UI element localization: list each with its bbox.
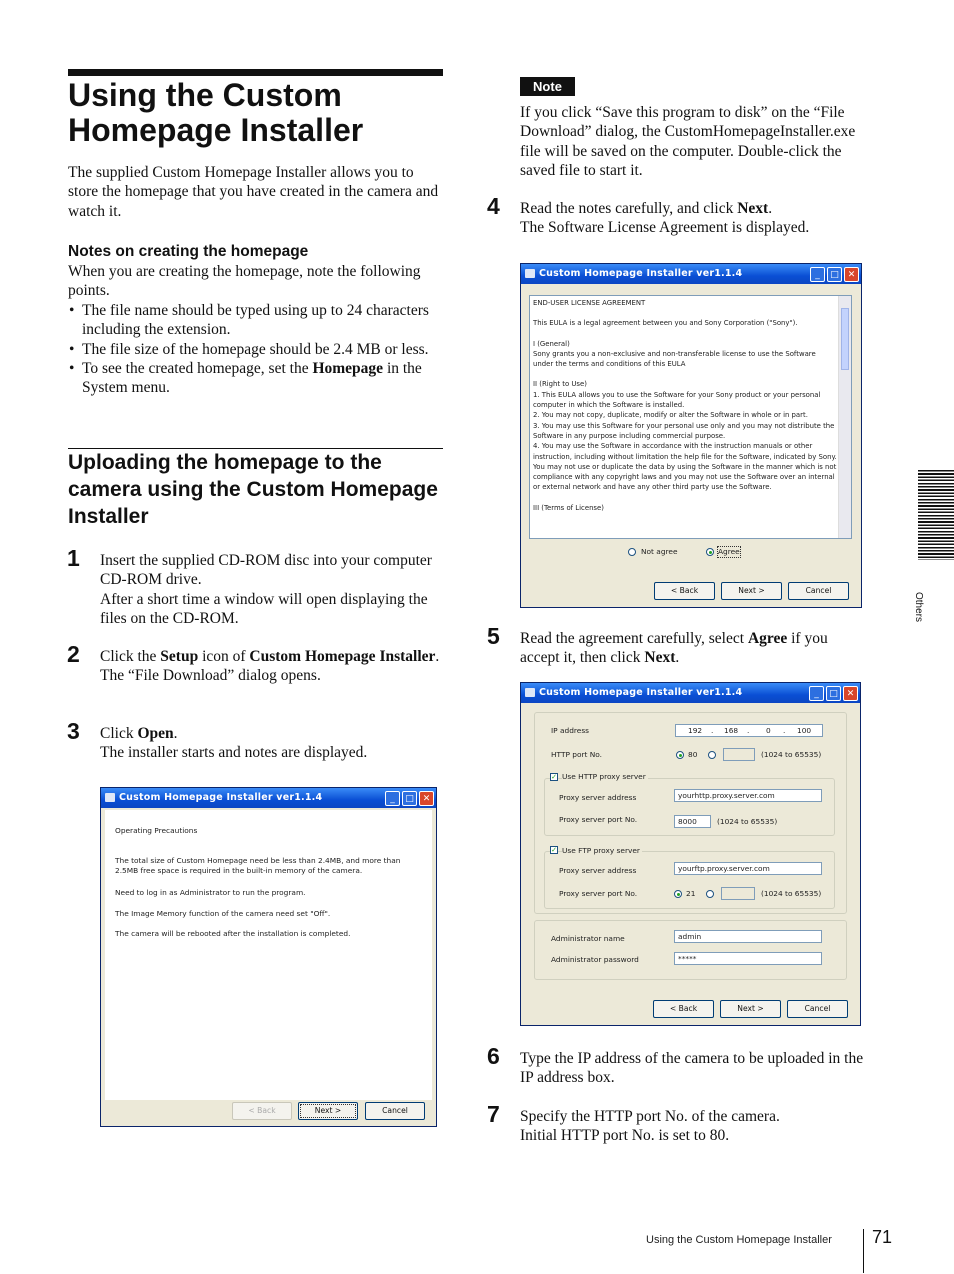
installer-app-icon: [525, 688, 535, 697]
list-item: • To see the created homepage, set the Homepage in the System menu.: [68, 359, 443, 398]
back-button[interactable]: < Back: [654, 582, 715, 600]
admin-name-label: Administrator name: [551, 934, 625, 943]
eula-line: 3. You may use this Software for your personal use only and you may not distribute the Software in any purpose including commercial purpose.: [533, 421, 835, 440]
precautions-heading: Operating Precautions: [115, 826, 198, 835]
notes-list: [68, 301, 443, 397]
use-ftp-proxy-checkbox[interactable]: ✓: [551, 846, 557, 854]
step-3-text: Click Open. The installer starts and notes are displayed.: [100, 725, 368, 762]
scrollbar[interactable]: [838, 296, 851, 538]
use-ftp-proxy-label: Use FTP proxy server: [562, 846, 640, 855]
range-hint: (1024 to 65535): [717, 817, 778, 826]
footer-divider: [863, 1229, 864, 1273]
eula-line: This EULA is a legal agreement between you and Sony Corporation ("Sony").: [533, 319, 798, 328]
eula-line: 1. This EULA allows you to use the Software for your Sony product or your personal computer in which the Software is installed.: [533, 390, 821, 410]
step-5-text: Read the agreement carefully, select Agree if you accept it, then click Next.: [520, 630, 828, 667]
eula-line: II (Right to Use): [533, 380, 587, 389]
cancel-button[interactable]: Cancel: [787, 1000, 848, 1018]
precautions-line: The camera will be rebooted after the installation is completed.: [115, 929, 351, 938]
step-number: 5: [487, 623, 500, 649]
close-icon[interactable]: ✕: [843, 686, 858, 701]
next-button[interactable]: Next >: [720, 1000, 781, 1018]
admin-name-input[interactable]: admin: [674, 930, 822, 943]
http-port-label: HTTP port No.: [551, 750, 603, 759]
cancel-button[interactable]: Cancel: [365, 1102, 425, 1120]
list-item: • The file size of the homepage should be 2.4 MB or less.: [68, 340, 443, 359]
section-title: Uploading the homepage to the camera using the Custom Homepage Installer: [68, 451, 438, 528]
step-number: 4: [487, 193, 500, 219]
cancel-button[interactable]: Cancel: [788, 582, 849, 600]
back-button[interactable]: < Back: [653, 1000, 714, 1018]
title-rule: [68, 69, 443, 76]
maximize-icon[interactable]: □: [826, 686, 841, 701]
maximize-icon[interactable]: □: [402, 791, 417, 806]
ftp-proxy-port-label: Proxy server port No.: [559, 889, 638, 898]
license-agreement-dialog: [520, 263, 862, 608]
dialog-titlebar: [101, 788, 436, 808]
notes-heading: Notes on creating the homepage: [68, 243, 309, 260]
installer-app-icon: [105, 793, 115, 802]
agree-label: Agree: [718, 547, 740, 556]
http-port-custom-radio[interactable]: [708, 751, 716, 759]
scroll-thumb[interactable]: [841, 308, 849, 370]
dialog-title: Custom Homepage Installer ver1.1.4: [539, 268, 743, 279]
admin-password-label: Administrator password: [551, 955, 639, 964]
step-number: 7: [487, 1101, 500, 1127]
close-icon[interactable]: ✕: [844, 267, 859, 282]
not-agree-label: Not agree: [641, 547, 678, 556]
page-number: 71: [872, 1227, 893, 1247]
http-proxy-address-input[interactable]: yourhttp.proxy.server.com: [674, 789, 822, 802]
step-number: 3: [67, 718, 80, 744]
eula-line: 4. You may use the Software in accordance with the instruction manuals or other instruction, including without limitation the help file for the Software, indicated by Sony. You may not use or duplicate the data by using the Software in the manner which is not compliance with any copyright laws and you may not use the Software over an internal or external network and have any other third party use the Software.: [533, 442, 837, 492]
http-proxy-address-label: Proxy server address: [559, 793, 637, 802]
step-number: 6: [487, 1043, 500, 1069]
dialog-titlebar: [521, 683, 860, 703]
eula-text-box[interactable]: [529, 295, 852, 539]
dialog-title: Custom Homepage Installer ver1.1.4: [119, 792, 323, 803]
agree-radio[interactable]: [706, 548, 714, 556]
step-number: 2: [67, 641, 80, 667]
ip-address-input[interactable]: 192 . 168 . 0 . 100: [675, 724, 823, 737]
ftp-proxy-address-label: Proxy server address: [559, 866, 637, 875]
eula-line: 2. You may not copy, duplicate, modify or alter the Software in whole or in part.: [533, 411, 808, 420]
administrator-group: [534, 920, 847, 980]
http-port-custom-input[interactable]: [723, 748, 755, 761]
step-6-text: Type the IP address of the camera to be uploaded in the IP address box.: [520, 1050, 864, 1087]
ip-octet: 192: [688, 726, 703, 735]
minimize-icon[interactable]: _: [810, 267, 825, 282]
eula-line: Sony grants you a non-exclusive and non-transferable license to use the Software under the terms and conditions of this EULA: [533, 349, 816, 369]
eula-line: I (General): [533, 339, 570, 348]
step-7-text: Specify the HTTP port No. of the camera. Initial HTTP port No. is set to 80.: [520, 1108, 780, 1145]
precautions-pane: [105, 810, 432, 1100]
settings-dialog: [520, 682, 861, 1026]
ip-octet: 168: [724, 726, 739, 735]
use-http-proxy-label: Use HTTP proxy server: [562, 772, 646, 781]
http-proxy-port-label: Proxy server port No.: [559, 815, 638, 824]
dialog-titlebar: [521, 264, 861, 284]
operating-precautions-dialog: [100, 787, 437, 1127]
minimize-icon[interactable]: _: [385, 791, 400, 806]
ftp-port-custom-radio[interactable]: [706, 890, 714, 898]
use-http-proxy-checkbox[interactable]: ✓: [551, 773, 557, 781]
ip-address-label: IP address: [551, 726, 590, 735]
precautions-line: The Image Memory function of the camera need set "Off".: [115, 909, 331, 918]
not-agree-radio[interactable]: [628, 548, 636, 556]
step-1-text: Insert the supplied CD-ROM disc into your computer CD-ROM drive. After a short time a window will open displaying the files on the CD-ROM.: [100, 552, 432, 627]
next-button[interactable]: Next >: [298, 1102, 358, 1120]
ftp-port-default-radio[interactable]: [674, 890, 682, 898]
dialog-title: Custom Homepage Installer ver1.1.4: [539, 687, 743, 698]
intro-paragraph: The supplied Custom Homepage Installer allows you to store the homepage that you have created in the camera and watch it.: [68, 164, 439, 220]
admin-password-input[interactable]: *****: [674, 952, 822, 965]
side-tab-label: Others: [913, 592, 924, 623]
eula-line: END-USER LICENSE AGREEMENT: [533, 299, 646, 307]
range-hint: (1024 to 65535): [761, 889, 822, 898]
note-badge: Note: [520, 77, 575, 96]
ftp-port-default-label: 21: [686, 889, 696, 898]
precautions-line: The total size of Custom Homepage need be less than 2.4MB, and more than 2.5MB free space is required in the built-in memory of the camera.: [115, 856, 401, 876]
page-title: Using the Custom Homepage Installer: [68, 77, 364, 148]
footer-text: Using the Custom Homepage Installer: [646, 1234, 832, 1246]
http-proxy-port-input[interactable]: 8000: [674, 815, 711, 828]
precautions-line: Need to log in as Administrator to run the program.: [115, 888, 306, 897]
notes-intro: When you are creating the homepage, note the following points.: [68, 263, 421, 300]
next-button[interactable]: Next >: [721, 582, 782, 600]
list-item: • The file name should be typed using up to 24 characters including the extension.: [68, 301, 443, 340]
eula-line: III (Terms of License): [533, 503, 604, 512]
step-4-text: Read the notes carefully, and click Next. The Software License Agreement is displayed.: [520, 200, 810, 237]
range-hint: (1024 to 65535): [761, 750, 822, 759]
installer-app-icon: [525, 269, 535, 278]
http-port-default-label: 80: [688, 750, 698, 759]
ftp-proxy-group: [544, 851, 835, 909]
step-2-text: Click the Setup icon of Custom Homepage Installer. The “File Download” dialog opens.: [100, 648, 440, 685]
http-port-default-radio[interactable]: [676, 751, 684, 759]
ftp-proxy-address-input[interactable]: yourftp.proxy.server.com: [674, 862, 822, 875]
step-number: 1: [67, 545, 80, 571]
ip-octet: 0: [766, 726, 771, 735]
back-button[interactable]: < Back: [232, 1102, 292, 1120]
section-index-tab: [918, 470, 954, 560]
close-icon[interactable]: ✕: [419, 791, 434, 806]
ftp-port-custom-input[interactable]: [721, 887, 755, 900]
maximize-icon[interactable]: □: [827, 267, 842, 282]
ip-octet: 100: [797, 726, 812, 735]
minimize-icon[interactable]: _: [809, 686, 824, 701]
note-text: If you click “Save this program to disk” on the “File Download” dialog, the CustomHomepageInstaller.exe file will be saved on the computer. Double-click the saved file to start it.: [520, 104, 856, 179]
